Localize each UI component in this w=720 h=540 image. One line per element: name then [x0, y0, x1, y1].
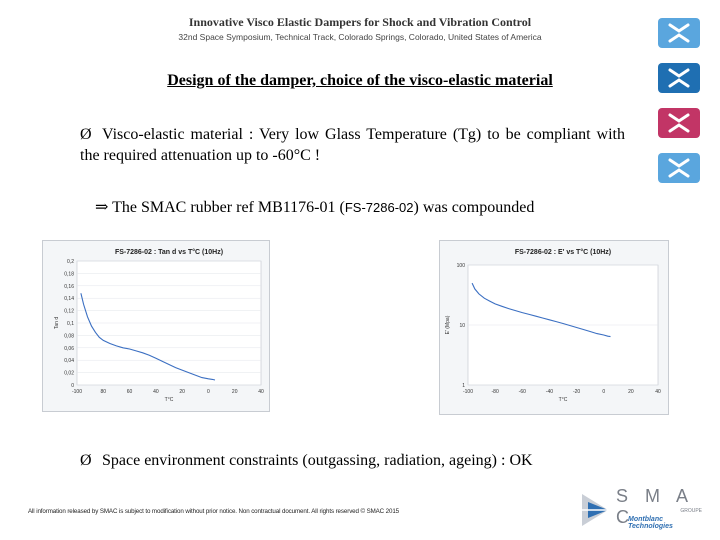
bullet-marker-icon: Ø [80, 452, 92, 469]
y-tick-label: 0,14 [64, 296, 74, 303]
implication-line [95, 197, 534, 217]
logo-group: GROUPE [680, 508, 702, 514]
x-tick-label: 40 [655, 389, 661, 395]
x-tick-label: 20 [628, 389, 634, 395]
y-tick-label: 0,04 [64, 358, 74, 365]
y-tick-label: 100 [456, 263, 465, 269]
x-tick-label: -80 [491, 389, 499, 395]
y-tick-label: 0,1 [67, 321, 74, 327]
slide-title: Design of the damper, choice of the visco-elastic material [167, 72, 553, 89]
x-tick-label: -60 [518, 389, 526, 395]
bullet-space-environment [80, 452, 533, 470]
cross-tile-icon [658, 18, 700, 48]
cross-tile-icon [658, 108, 700, 138]
y-tick-label: 1 [462, 383, 465, 389]
x-tick-label: 80 [100, 389, 107, 395]
y-tick-label: 0 [71, 383, 74, 389]
logo-brand: Montblanc Technologies [628, 516, 673, 530]
x-tick-label: 0 [207, 389, 210, 395]
y-tick-label: 0,12 [64, 308, 74, 315]
material-ref: FS-7286-02 [344, 200, 414, 215]
y-tick-label: 0,06 [64, 345, 74, 352]
implies-arrow-icon: ⇒ [95, 199, 109, 216]
bullet-marker-icon: Ø [80, 126, 92, 143]
logo-name: S M A C [616, 486, 694, 527]
y-tick-label: 10 [459, 323, 465, 329]
bullet-text: Visco-elastic material : Very low Glass Temperature (Tg) to be compliant with the required attenuation up to -60°C ! [80, 126, 625, 164]
x-tick-label: -20 [572, 389, 581, 395]
smac-cross-tiles [658, 18, 700, 183]
chart-title: FS-7286-02 : Tan d vs T°C (10Hz) [114, 249, 224, 256]
bullet-text: Space environment constraints (outgassing, radiation, ageing) : OK [102, 452, 533, 469]
smac-logo [578, 486, 708, 534]
x-tick-label: -100 [462, 389, 474, 395]
y-tick-label: 0,18 [64, 271, 74, 278]
x-axis-label: T°C [558, 397, 568, 403]
x-tick-label: -100 [71, 389, 83, 395]
y-tick-label: 0,02 [64, 370, 74, 377]
conference-subtitle: 32nd Space Symposium, Technical Track, Colorado Springs, Colorado, United States of America [178, 32, 542, 42]
smac-mark-icon [578, 488, 612, 532]
x-axis-label: T°C [164, 397, 174, 403]
y-axis-label: Tan d [54, 316, 60, 330]
cross-tile-icon [658, 153, 700, 183]
y-axis-label: E' (Mpa) [445, 315, 451, 335]
y-tick-label: 0,16 [64, 283, 74, 290]
y-tick-label: 0,08 [64, 333, 74, 340]
implication-text: The SMAC rubber ref MB1176-01 ( [112, 199, 345, 216]
y-tick-label: 0,2 [67, 259, 74, 265]
implication-end: ) was compounded [413, 199, 535, 216]
footer-disclaimer: All information released by SMAC is subject to modification without prior notice. Non contractual document. All rights reserved © SMAC 2015 [28, 508, 400, 515]
x-tick-label: 20 [179, 389, 185, 395]
x-tick-label: 40 [258, 389, 264, 395]
x-tick-label: 60 [126, 389, 133, 395]
tan-d-chart [42, 240, 270, 412]
x-tick-label: 40 [153, 389, 159, 395]
x-tick-label: -40 [545, 389, 554, 395]
bullet-visco-elastic [80, 124, 625, 166]
presentation-title: Innovative Visco Elastic Dampers for Shock and Vibration Control [188, 15, 532, 29]
modulus-chart [439, 240, 669, 415]
x-tick-label: 20 [231, 389, 238, 395]
chart-title: FS-7286-02 : E' vs T°C (10Hz) [514, 249, 612, 256]
x-tick-label: 0 [602, 389, 606, 395]
